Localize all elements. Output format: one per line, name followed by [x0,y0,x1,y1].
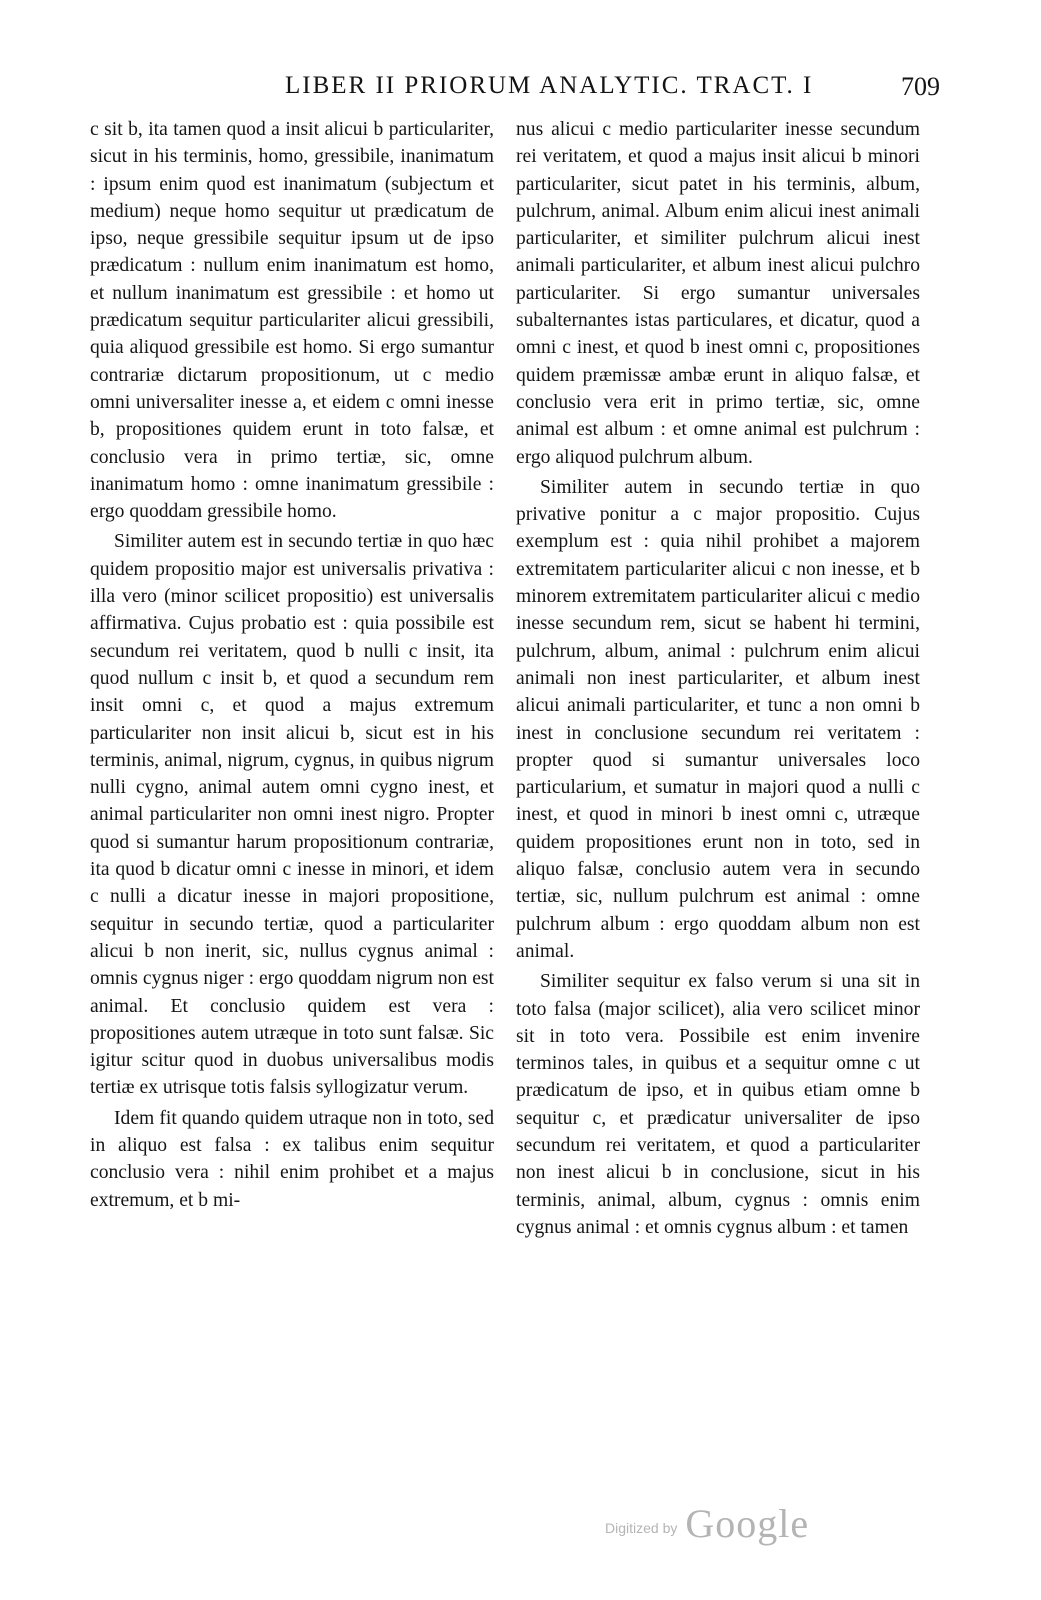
paragraph: nus alicui c medio particulariter inesse secundum rei veritatem, et quod a majus insit alicui b minori particulariter, sicut patet in his terminis, album, pulchrum, animal. Album enim alicui inest animali particulariter, et similiter pulchrum alicui inest animali particulariter, et album inest alicui pulchro particulariter. Si ergo sumantur universales subalternantes istas particulares, et dicatur, quod a omni c inest, et quod b inest omni c, propositiones quidem præmissæ ambæ erunt in aliquo falsæ, et conclusio vera erit in primo tertiæ, sic, omne animal est album : et omne animal est pulchrum : ergo aliquod pulchrum album. [516,119,920,468]
paragraph: c sit b, ita tamen quod a insit alicui b particulariter, sicut in his terminis, homo, gressibile, inanimatum : ipsum enim quod est inanimatum (subjectum et medium) neque homo sequitur ut prædicatum de ipso, neque gressibile sequitur ipsum ut de ipso prædicatum : nullum enim inanimatum est homo, et nullum inanimatum est gressibile : et homo ut prædicatum sequitur particulariter alicui gressibili, quia aliquod gressibile est homo. Si ergo sumantur contrariæ dictarum propositionum, ut c medio omni universaliter inesse a, et eidem c omni inesse b, propositiones quidem erunt in toto falsæ, et conclusio vera in primo tertiæ, sic, omne inanimatum homo : omne inanimatum gressibile : ergo quoddam gressibile homo. [90,119,494,523]
right-column [516,116,920,1241]
left-column [90,116,494,1214]
page-number: 709 [901,72,940,101]
paragraph: Similiter autem est in secundo tertiæ in quo hæc quidem propositio major est universalis privativa : illa vero (minor scilicet propositio) est universalis affirmativa. Cujus probatio est : quia possibile est secundum rei veritatem, quod b nulli c insit, ita quod nullum c insit b, et quod a secundum rem insit omni c, et quod a majus extremum particulariter non insit alicui b, sicut est in his terminis, animal, nigrum, cygnus, in quibus nigrum nulli cygno, animal autem omni cygno inest, et animal particulariter non omni inest nigro. Propter quod si sumantur harum propositionum contrariæ, ita quod b dicatur omni c inesse in minori, et idem c nulli a dicatur inesse in majori propositione, sequitur in secundo tertiæ, quod a particulariter alicui b non inerit, sic, nullus cygnus animal : omnis cygnus niger : ergo quoddam nigrum non est animal. Et conclusio quidem est vera : propositiones autem utræque in toto sunt falsæ. Sic igitur scitur quod in duobus universalibus modis tertiæ ex utrisque totis falsis syllogizatur verum. [90,531,494,1099]
running-head [90,72,940,102]
running-title: LIBER II PRIORUM ANALYTIC. TRACT. I [285,72,814,99]
digitized-watermark [605,1500,809,1547]
paragraph: Similiter sequitur ex falso verum si una sit in toto falsa (major scilicet), alia vero scilicet minor sit in toto vera. Possibile est enim invenire terminos tales, in quibus et a sequitur omne c ut prædicatum de ipso, et in quibus etiam omne b sequitur c, et prædicatur universaliter de ipso secundum rei veritatem, et quod a particulariter non inest alicui b in conclusione, sicut in his terminis, animal, album, cygnus : omnis enim cygnus animal : et omnis cygnus album : et tamen [516,971,920,1238]
paragraph: Similiter autem in secundo tertiæ in quo privative ponitur a c major propositio. Cujus exemplum est : quia nihil prohibet a majorem extremitatem particulariter alicui c non inesse, et b minorem extremitatem particulariter alicui c medio inesse secundum rem, sicut se habent hi termini, pulchrum, album, animal : pulchrum enim alicui animali non inest particulariter, et album inest alicui animali particulariter, et tunc a non omni b inest in conclusione secundum rei veritatem : propter quod si sumantur universales loco particularium, et sumatur in majori quod a nulli c inest, et quod in minori b inest omni c, utræque quidem propositiones erunt non in toto, sed in aliquo falsæ, conclusio autem vera in secundo tertiæ, sic, nullum pulchrum est animal : omne pulchrum album : ergo quoddam album non est animal. [516,476,920,962]
watermark-brand: Google [685,1501,810,1546]
paragraph: Idem fit quando quidem utraque non in toto, sed in aliquo est falsa : ex talibus enim sequitur conclusio vera : nihil enim prohibet et a majus extremum, et b mi- [90,1107,494,1211]
watermark-prefix: Digitized by [605,1520,678,1536]
